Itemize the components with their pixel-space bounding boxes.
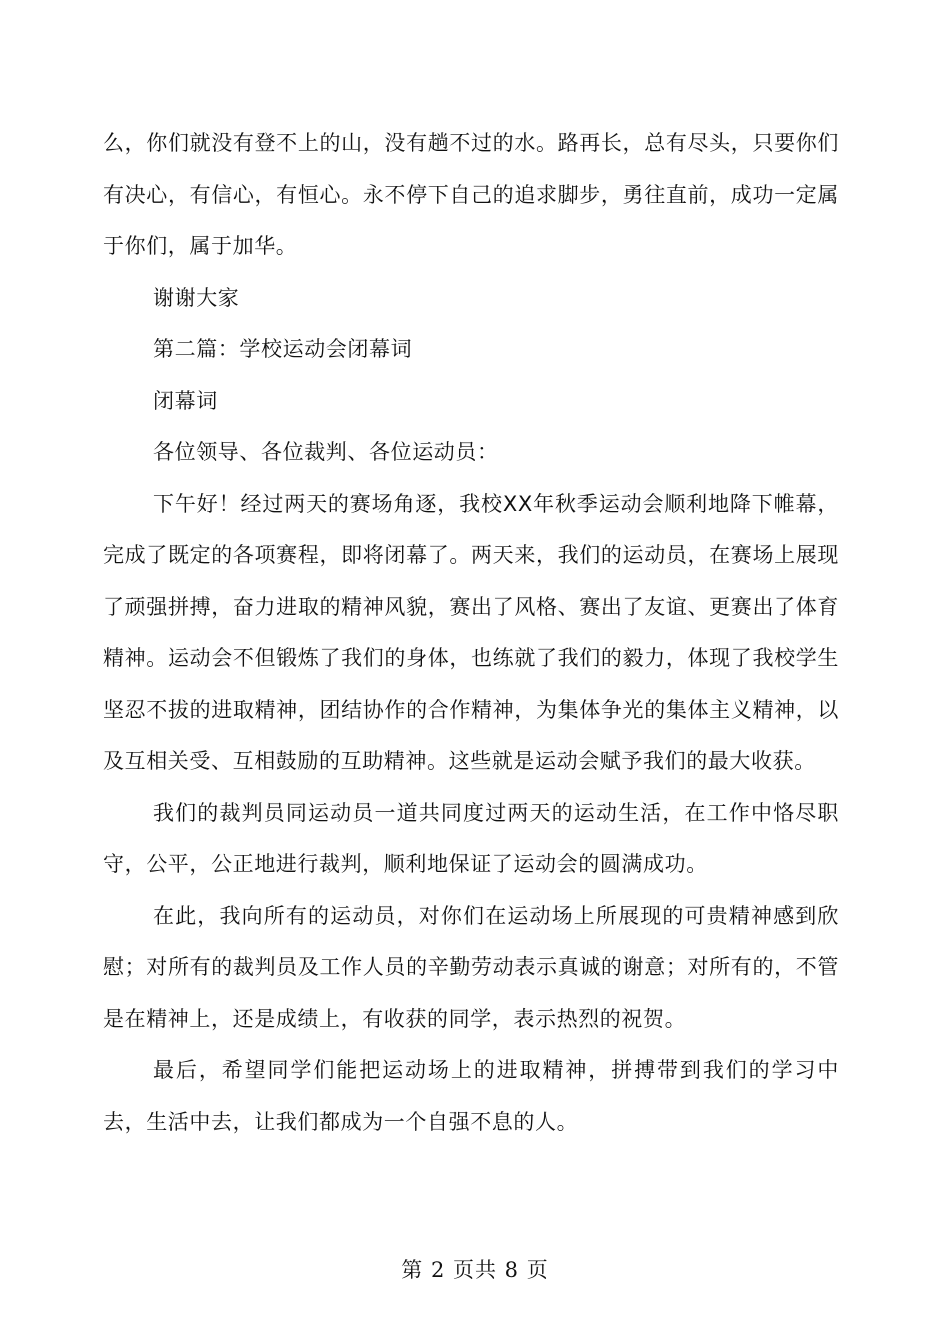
page-number-footer: 第 2 页共 8 页 [401, 1258, 549, 1282]
paragraph-6: 下午好！经过两天的赛场角逐，我校XX年秋季运动会顺利地降下帷幕，完成了既定的各项赛程，即将闭幕了。两天来，我们的运动员，在赛场上展现了顽强拼搏，奋力进取的精神风貌，赛出了风格、赛出了友谊、更赛出了体育精神。运动会不但锻炼了我们的身体，也练就了我们的毅力，体现了我校学生坚忍不拔的进取精神，团结协作的合作精神，为集体争光的集体主义精神，以及互相关受、互相鼓励的互助精神。这些就是运动会赋予我们的最大收获。 [103, 491, 839, 773]
document-body [103, 118, 839, 1148]
paragraph-9: 最后，希望同学们能把运动场上的进取精神，拼搏带到我们的学习中去，生活中去，让我们都成为一个自强不息的人。 [103, 1058, 839, 1134]
paragraph-1: 么，你们就没有登不上的山，没有趟不过的水。路再长，总有尽头，只要你们有决心，有信心，有恒心。永不停下自己的追求脚步，勇往直前，成功一定属于你们，属于加华。 [103, 131, 839, 258]
salutation: 各位领导、各位裁判、各位运动员： [153, 440, 499, 464]
paragraph-8: 在此，我向所有的运动员，对你们在运动场上所展现的可贵精神感到欣慰；对所有的裁判员及工作人员的辛勤劳动表示真诚的谢意；对所有的，不管是在精神上，还是成绩上，有收获的同学，表示热烈的祝贺。 [103, 903, 839, 1031]
speech-title: 闭幕词 [153, 388, 218, 413]
paragraph-7: 我们的裁判员同运动员一道共同度过两天的运动生活，在工作中恪尽职守，公平，公正地进行裁判，顺利地保证了运动会的圆满成功。 [103, 800, 839, 876]
section-heading: 第二篇：学校运动会闭幕词 [153, 337, 413, 361]
paragraph-2: 谢谢大家 [153, 285, 240, 310]
